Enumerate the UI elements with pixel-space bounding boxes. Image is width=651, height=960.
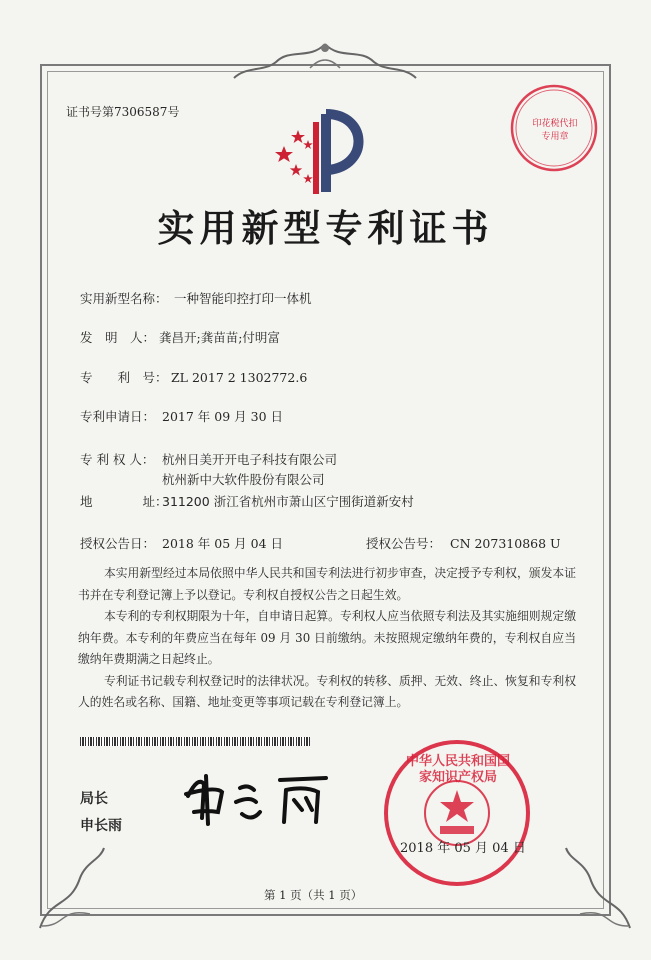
page-footer: 第 1 页（共 1 页） (264, 888, 363, 902)
patentee-value-2: 杭州新中大软件股份有限公司 (162, 472, 325, 487)
name-value: 一种智能印控打印一体机 (174, 291, 312, 306)
body-paragraph-2: 本专利的专利权期限为十年，自申请日起算。专利权人应当依照专利法及其实施细则规定缴纳年费。本专利的年费应当在每年 09 月 30 日前缴纳。未按照规定缴纳年费的，专利权自应当缴纳年费期满之日起终止。 (78, 609, 576, 666)
grant-number-value: CN 207310868 U (450, 536, 561, 551)
grant-date-label: 授权公告日： (80, 536, 156, 551)
filing-date-value: 2017 年 09 月 30 日 (162, 409, 283, 424)
body-paragraph-3: 专利证书记载专利权登记时的法律状况。专利权的转移、质押、无效、终止、恢复和专利权人的姓名或名称、国籍、地址变更等事项记载在专利登记簿上。 (78, 673, 576, 709)
seal-date: 2018 年 05 月 04 日 (400, 841, 526, 856)
patent-office-logo (268, 108, 378, 200)
patentee-label: 专 利 权 人： (80, 452, 155, 467)
certificate-body (78, 563, 576, 714)
certificate-number: 证书号第7306587号 (66, 105, 180, 119)
grant-date-value: 2018 年 05 月 04 日 (162, 536, 283, 551)
director-signature (176, 766, 336, 828)
patent-number-value: ZL 2017 2 1302772.6 (171, 370, 308, 385)
patent-number-label: 专 利 号： (80, 370, 168, 385)
bottom-right-ornament (560, 838, 640, 938)
address-label: 地 址： (80, 494, 168, 509)
address-value: 311200 浙江省杭州市萧山区宁围街道新安村 (162, 494, 414, 509)
inventor-value: 龚昌开;龚苗苗;付明富 (159, 330, 280, 345)
bottom-left-ornament (30, 838, 110, 938)
seal-text: 中华人民共和国国家知识产权局 (405, 754, 510, 785)
top-ornament (230, 38, 420, 84)
certificate-title: 实用新型专利证书 (157, 207, 494, 250)
director-title: 局长 (80, 791, 108, 807)
filing-date-label: 专利申请日： (80, 409, 156, 424)
tax-stamp-text: 印花税代扣专用章 (532, 119, 578, 142)
barcode (80, 737, 310, 746)
inventor-label: 发 明 人： (80, 330, 156, 345)
grant-number-label: 授权公告号： (366, 536, 442, 551)
body-paragraph-1: 本实用新型经过本局依照中华人民共和国专利法进行初步审查，决定授予专利权，颁发本证书并在专利登记簿上予以登记。专利权自授权公告之日起生效。 (78, 566, 576, 602)
director-name: 申长雨 (80, 818, 122, 834)
name-label: 实用新型名称： (80, 291, 168, 306)
patentee-value-1: 杭州日美开开电子科技有限公司 (162, 452, 338, 467)
